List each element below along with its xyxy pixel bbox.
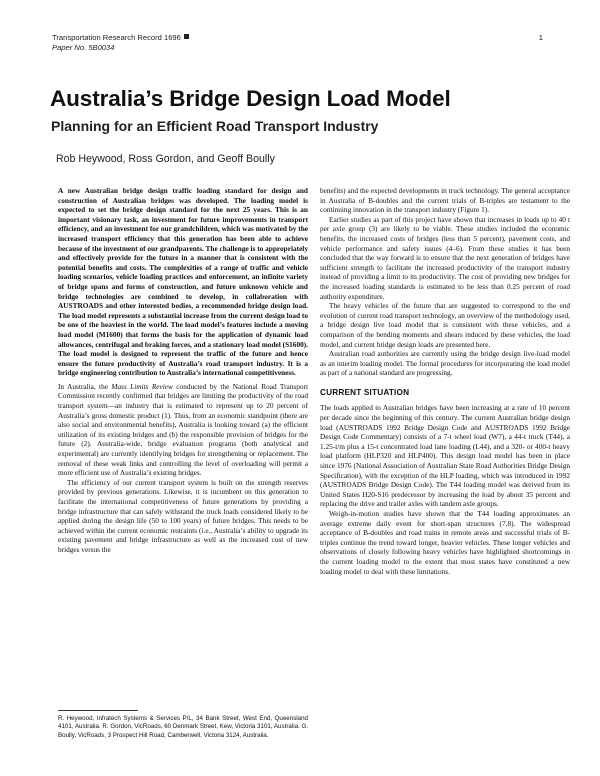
- footnote: [58, 710, 308, 740]
- page-number: 1: [538, 33, 543, 42]
- left-column: [58, 186, 308, 555]
- paper-subtitle: Planning for an Efficient Road Transport Industry: [51, 118, 379, 134]
- right-column: [320, 186, 570, 576]
- footnote-rule: [58, 710, 138, 711]
- section-heading: CURRENT SITUATION: [320, 387, 410, 397]
- body-paragraph: benefits) and the expected developments in truck technology. The general acceptance in Australia of B-doubles and the current trials of B-triples are testament to the continuing innovation in the transport industry (Figure 1).: [320, 186, 570, 215]
- square-bullet-icon: [184, 34, 189, 39]
- body-paragraph: In Australia, the Mass Limits Review conducted by the National Road Transport Commission recently confirmed that bridges are limiting the productivity of the road transport system—an industry that is estimated to represent up to 20 percent of Australia’s gross domestic product (1). Thus, from an economic standpoint (there are also social and environmental benefits), Australia is looking toward (a) the efficient utilization of its existing bridges and (b) the responsible provision of bridges for the future (2). Australia-wide, bridge evaluation programs (both analytical and experimental) are currently identifying bridges for strengthening or replacement. The removal of these weak links and controlling the level of overloading will permit a more efficient use of Australia’s existing bridges.: [58, 381, 309, 478]
- emphasis-text: Mass Limits Review: [111, 381, 173, 391]
- running-header: [52, 33, 189, 53]
- paper-title: Australia’s Bridge Design Load Model: [50, 86, 451, 111]
- paper-number: Paper No. 5B0034: [52, 43, 115, 52]
- body-paragraph: The loads applied to Australian bridges have been increasing at a rate of 10 percent per decade since the beginning of this century. The current Australian bridge design load (AUSTROADS 1992 Bridge Design Code and AUSTROADS 1992 Bridge Design Code Commentary) consists of a 7-t wheel load (W7), a 44-t truck (T44), a 1.25-t/m plus a 15-t concentrated load lane loading (L44), and a 320- or 400-t heavy load platform (HLP320 and HLP400). This design load model has been in place since 1976 (National Association of Australian State Road Authorities Bridge Design Specification), with the exception of the HLP loading, which was introduced in 1992 (AUSTROADS Bridge Design Code). The T44 loading model was derived from its United States H20-S16 predecessor by increasing the load by about 35 percent and replacing the drive and trailer axles with tandem axle groups.: [320, 403, 570, 509]
- body-paragraph: Australian road authorities are currently using the bridge design live-load model as an interim loading model. The formal procedures for incorporating the load model as part of a national standard are progressing.: [320, 349, 570, 378]
- body-paragraph: The heavy vehicles of the future that are suggested to correspond to the end evolution of current road transport technology, an overview of the methodology used, a bridge design live load model that is consistent with these vehicles, and a comparison of the bending moments and shears induced by these vehicles, the load model, and current bridge design loads are presented here.: [320, 301, 570, 349]
- body-paragraph: Earlier studies as part of this project have shown that increases in loads up to 40 t per axle group (3) are likely to be viable. These studies included the economic benefits, the increased costs of bridges (less than 5 percent), pavement costs, and vehicle performance and safety issues (4–6). From these studies it has been concluded that the way forward is to ensure that the next generation of bridges have sufficient strength to facilitate the increased productivity of the transport industry instead of providing a limit to its productivity. The cost of providing new bridges for the increased loading standards is estimated to be less than 0.25 percent of road authority expenditure.: [320, 214, 570, 301]
- body-paragraph: The efficiency of our current transport system is built on the strength reserves provided by previous generations. Likewise, it is incumbent on this generation to facilitate the international competitiveness of future generations by providing a bridge infrastructure that can safely withstand the truck loads considered likely to be applied during the design life (50 to 100 years) of future bridges. This needs to be achieved within the current economic restraints (i.e., Australia’s ability to upgrade its existing pavement and bridge infrastructure as well as the increased cost of new bridges versus the: [58, 477, 308, 554]
- author-list: Rob Heywood, Ross Gordon, and Geoff Boully: [56, 153, 275, 165]
- author-affiliations: R. Heywood, Infratech Systems & Services P/L, 34 Bank Street, West End, Queensland 4101, Australia. R. Gordon, VicRoads, 60 Denmark Street, Kew, Victoria 3101, Australia. G. Boully, VicRoads, 3 Prospect Hill Road, Camberwell, Victoria 3124, Australia.: [58, 715, 308, 739]
- abstract: A new Australian bridge design traffic loading standard for design and construction of Australian bridges was developed. The loading model is expected to set the bridge design standard for the next 25 years. This is an important visionary task, an investment for future improvements in transport efficiency, and an investment for our grandchildren, which was motivated by the increased transport efficiency that this generation has been able to achieve because of the investment of our grandparents. The challenge is to appropriately and effectively provide for the future in a manner that is consistent with the potential benefits and costs. The complexities of a range of traffic and vehicle loading scenarios, vehicle loading practices and enforcement, an infinite variety of bridge spans and forms of construction, and future unknown vehicle and bridge technologies are combined to develop, in collaboration with AUSTROADS and other interested bodies, a recommended bridge design load. The load model represents a substantial increase from the current design load to be one of the heaviest in the world. The load model’s features include a moving load model (M1600) that forms the basis for the application of dynamic load allowances, centrifugal and braking forces, and a stationary load model (S1600). The load model is designed to represent the traffic of the future and hence ensure the future productivity of Australia’s road transport industry. It is a bridge engineering contribution to Australia’s international competitiveness.: [58, 186, 308, 378]
- journal-name: Transportation Research Record 1696: [52, 33, 181, 42]
- body-paragraph: Weigh-in-motion studies have shown that the T44 loading approximates an average extreme daily event for short-span structures (7,8). The widespread acceptance of B-doubles and road trains in remote areas and successful trials of B-triples continue the trend toward longer, heavier vehicles. These longer vehicles and observations of closely following heavy vehicles have highlighted shortcomings in the current loading model to the extent that most states have constituted a new loading model to deal with these limitations.: [320, 509, 570, 576]
